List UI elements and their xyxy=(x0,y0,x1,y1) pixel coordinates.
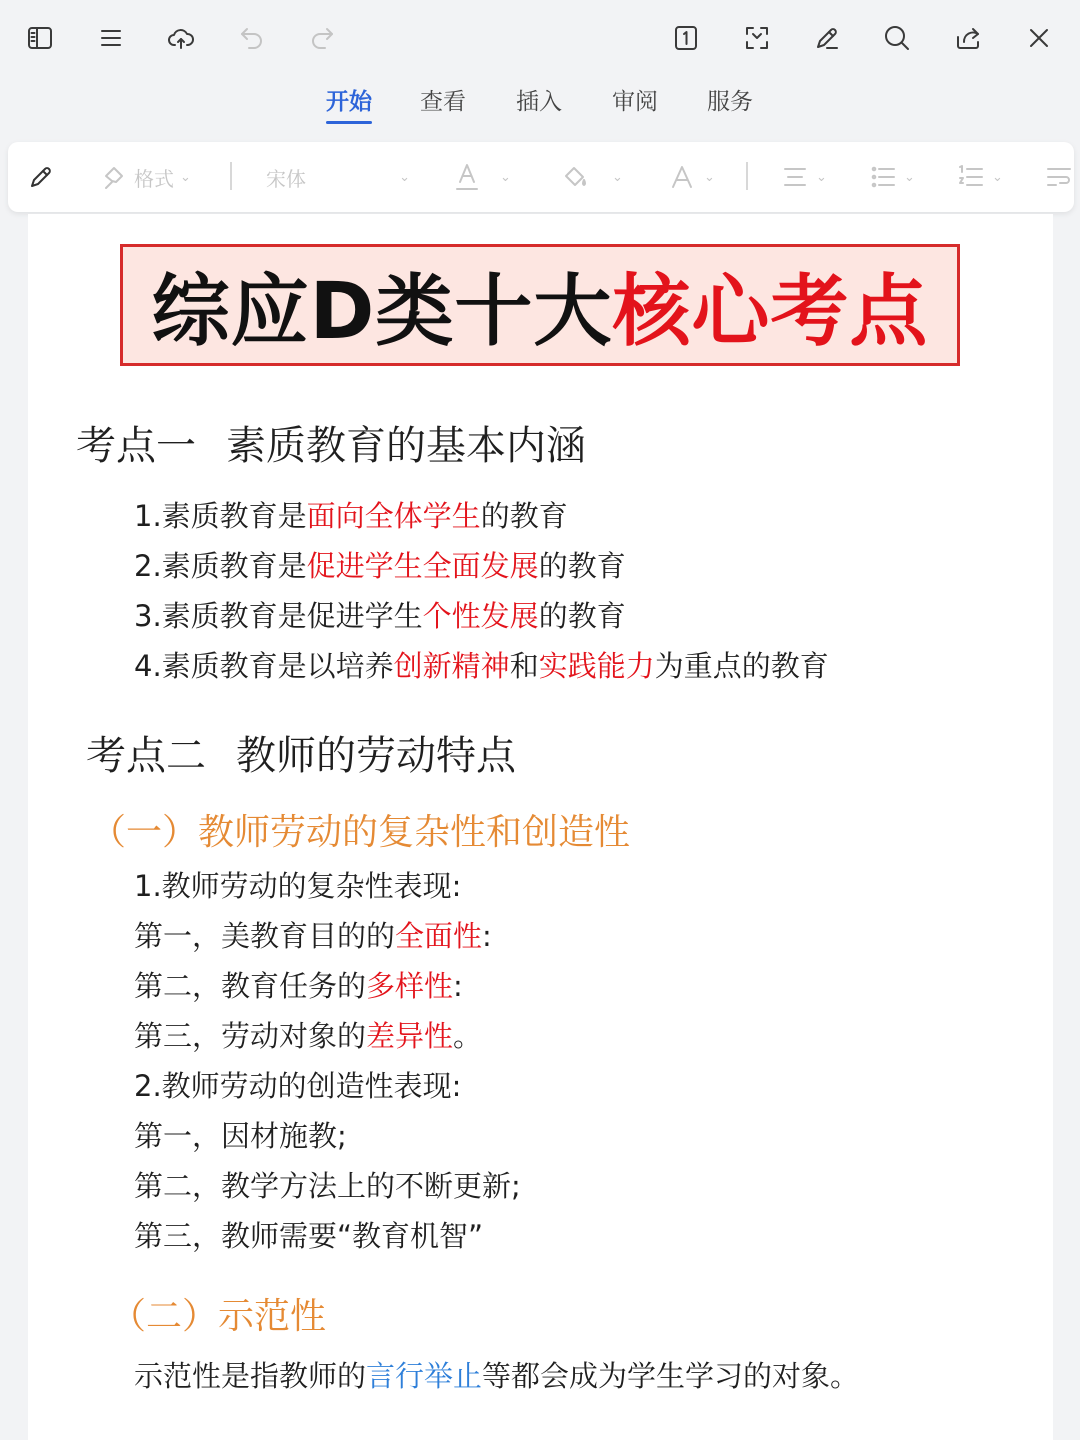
section-2-heading xyxy=(86,724,516,781)
list-item: 4.素质教育是以培养创新精神和实践能力为重点的教育 xyxy=(134,649,829,683)
font-name: 宋体 xyxy=(266,166,306,191)
tab-view[interactable]: 查看 xyxy=(420,89,466,115)
undo-icon[interactable] xyxy=(232,18,272,58)
document-title-box xyxy=(120,244,960,366)
edit-pen-icon[interactable] xyxy=(807,18,847,58)
wrap-text-icon xyxy=(1044,162,1074,192)
font-color-icon xyxy=(452,160,482,194)
list-item: 第一，因材施教; xyxy=(134,1119,347,1153)
chevron-down-icon: ⌄ xyxy=(816,169,827,185)
chevron-down-icon: ⌄ xyxy=(180,169,191,185)
font-color-button[interactable] xyxy=(452,142,511,212)
tab-insert[interactable]: 插入 xyxy=(516,89,562,115)
font-size-button[interactable] xyxy=(668,142,715,212)
tab-review[interactable]: 审阅 xyxy=(612,89,658,115)
close-icon[interactable] xyxy=(1019,18,1059,58)
title-part-red: 核心考点 xyxy=(612,267,929,357)
numbered-list-icon xyxy=(956,162,986,192)
list-item: 第三，教师需要“教育机智” xyxy=(134,1219,484,1253)
section-1-number: 考点一 xyxy=(76,423,196,469)
sidebar-toggle-icon[interactable] xyxy=(20,18,60,58)
fullscreen-icon[interactable] xyxy=(737,18,777,58)
bullet-list-button[interactable] xyxy=(868,142,915,212)
tab-home[interactable]: 开始 xyxy=(326,84,372,124)
font-select[interactable] xyxy=(266,142,410,212)
menu-icon[interactable] xyxy=(91,18,131,58)
ribbon-tabs xyxy=(0,84,1080,128)
section-1-heading xyxy=(76,414,586,471)
font-size-icon xyxy=(668,162,698,192)
divider xyxy=(746,162,748,190)
format-toolbar xyxy=(8,142,1074,212)
chevron-down-icon: ⌄ xyxy=(500,169,511,185)
subsection-1-heading: （一）教师劳动的复杂性和创造性 xyxy=(90,812,631,853)
fill-bucket-icon xyxy=(560,162,590,192)
section-1-title: 素质教育的基本内涵 xyxy=(226,423,586,469)
format-brush-icon xyxy=(98,162,128,192)
search-icon[interactable] xyxy=(877,18,917,58)
chevron-down-icon: ⌄ xyxy=(992,169,1003,185)
wrap-text-button[interactable] xyxy=(1044,142,1074,212)
highlight-button[interactable] xyxy=(560,142,623,212)
list-item: 3.素质教育是促进学生个性发展的教育 xyxy=(134,599,626,633)
section-2-title: 教师的劳动特点 xyxy=(236,733,516,779)
title-part-black: 综应D类十大 xyxy=(151,267,613,357)
bullet-list-icon xyxy=(868,162,898,192)
list-item: 2.素质教育是促进学生全面发展的教育 xyxy=(134,549,626,583)
list-item: 第二，教学方法上的不断更新; xyxy=(134,1169,521,1203)
list-item: 1.教师劳动的复杂性表现: xyxy=(134,869,462,903)
pen-tool-icon[interactable] xyxy=(26,142,56,212)
align-icon xyxy=(780,162,810,192)
divider xyxy=(230,162,232,190)
cloud-sync-icon[interactable] xyxy=(161,18,201,58)
redo-icon[interactable] xyxy=(302,18,342,58)
share-icon[interactable] xyxy=(948,18,988,58)
chevron-down-icon: ⌄ xyxy=(612,169,623,185)
numbered-list-button[interactable] xyxy=(956,142,1003,212)
subsection-2-heading: （二）示范性 xyxy=(110,1296,327,1337)
chevron-down-icon: ⌄ xyxy=(904,169,915,185)
page-count-icon[interactable] xyxy=(666,18,706,58)
align-button[interactable] xyxy=(780,142,827,212)
list-item: 第三，劳动对象的差异性。 xyxy=(134,1019,483,1053)
list-item: 1.素质教育是面向全体学生的教育 xyxy=(134,499,568,533)
document-title xyxy=(152,249,929,361)
format-painter-button[interactable] xyxy=(98,142,191,212)
chevron-down-icon: ⌄ xyxy=(399,169,410,185)
section-2-number: 考点二 xyxy=(86,733,206,779)
list-item: 第二，教育任务的多样性: xyxy=(134,969,463,1003)
document-page xyxy=(28,214,1053,1440)
list-item: 2.教师劳动的创造性表现: xyxy=(134,1069,462,1103)
top-bar xyxy=(0,0,1080,76)
chevron-down-icon: ⌄ xyxy=(704,169,715,185)
tab-services[interactable]: 服务 xyxy=(707,89,753,115)
list-item: 第一，美教育目的的全面性: xyxy=(134,919,492,953)
format-label: 格式 xyxy=(134,166,174,191)
list-item: 示范性是指教师的言行举止等都会成为学生学习的对象。 xyxy=(134,1359,860,1393)
